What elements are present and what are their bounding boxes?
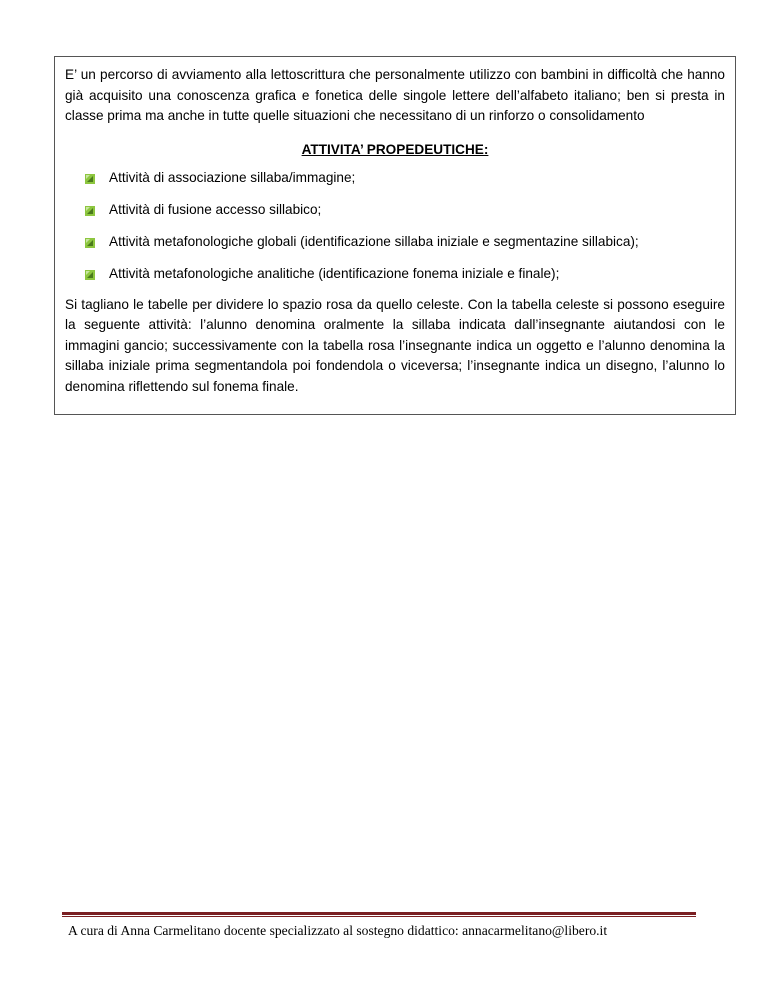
intro-paragraph: E’ un percorso di avviamento alla lettoscrittura che personalmente utilizzo con bambini in difficoltà che hanno già acquisito una conoscenza grafica e fonetica delle singole lettere dell’alfabeto italiano; ben si presta in classe prima ma anche in tutte quelle situazioni che necessitano di un rinforzo o consolidamento [65,67,725,123]
list-item [65,169,725,187]
activities-heading: ATTIVITA’ PROPEDEUTICHE: [301,141,489,157]
page-footer: A cura di Anna Carmelitano docente specializzato al sostegno didattico: annacarmelitano@libero.it [68,923,608,938]
list-item [65,265,725,283]
green-square-bullet-icon [85,174,95,184]
green-square-bullet-icon [85,238,95,248]
list-item [65,201,725,219]
activity-label: Attività metafonologiche globali (identificazione sillaba iniziale e segmentazine sillabica); [109,233,639,249]
green-square-bullet-icon [85,206,95,216]
green-square-bullet-icon [85,270,95,280]
instructions-paragraph: Si tagliano le tabelle per dividere lo spazio rosa da quello celeste. Con la tabella celeste si possono eseguire la seguente attività: l’alunno denomina oralmente la sillaba indicata dall’insegnante aiutandosi con le immagini gancio; successivamente con la tabella rosa l’insegnante indica un oggetto e l’alunno denomina la sillaba iniziale prima segmentandola poi fondendola o viceversa; l’insegnante indica un disegno, l’alunno lo denomina riflettendo sul fonema finale. [65,296,725,394]
activity-label: Attività metafonologiche analitiche (identificazione fonema iniziale e finale); [109,265,560,281]
footer-divider [62,912,696,916]
list-item [65,233,725,251]
activity-label: Attività di fusione accesso sillabico; [109,201,322,217]
activities-list [65,169,725,283]
activity-label: Attività di associazione sillaba/immagine; [109,169,356,185]
text-box [54,56,736,415]
